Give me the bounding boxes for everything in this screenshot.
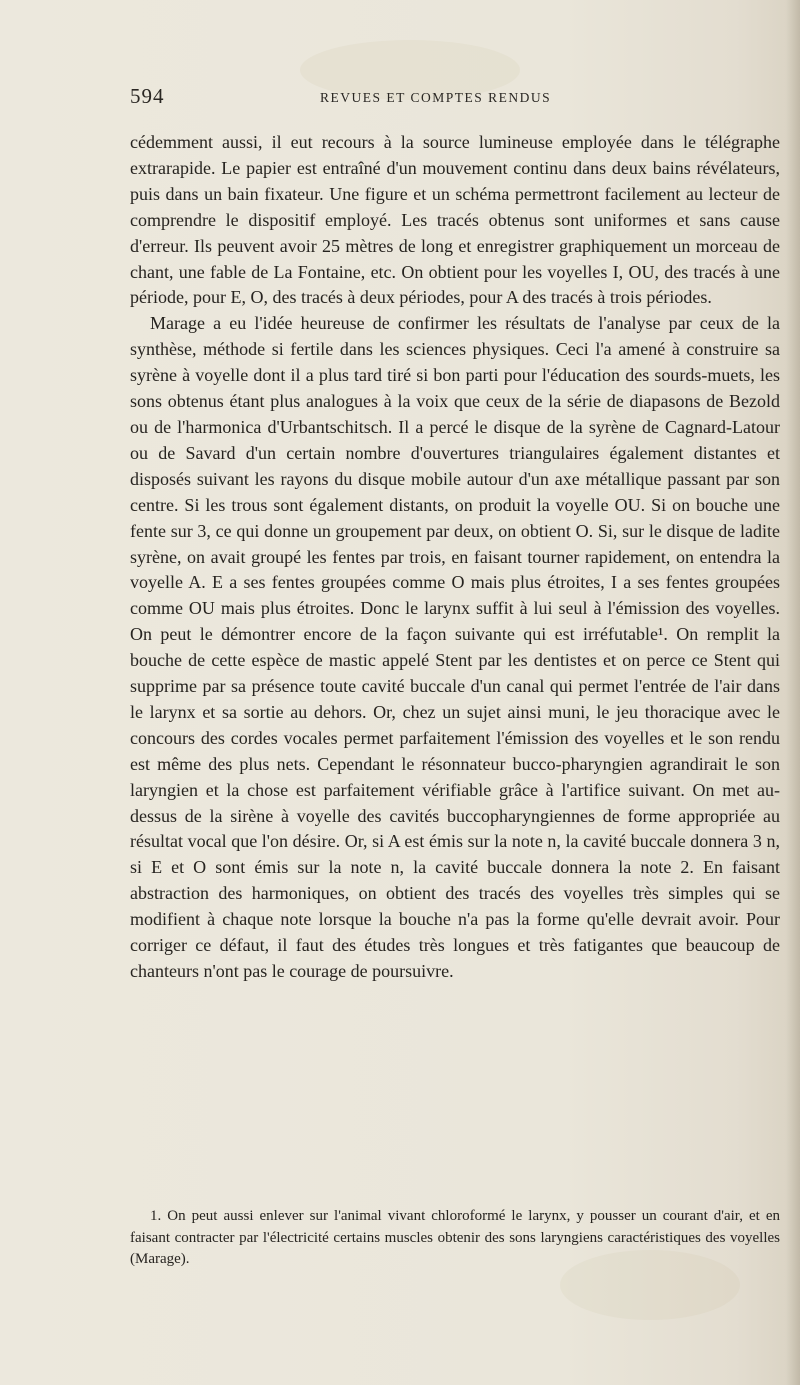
body-text: [130, 130, 780, 985]
footnote: 1. On peut aussi enlever sur l'animal vivant chloroformé le larynx, y pousser un courant d'air, et en faisant contracter par l'électricité certains muscles obtenir des sons laryngiens caractéristiques des voyelles (Marage).: [130, 1208, 780, 1267]
page-header: [130, 84, 780, 114]
page-number: 594: [130, 84, 165, 108]
page-edge-shadow: [786, 0, 800, 1385]
paragraph-marage-synthesis: Marage a eu l'idée heureuse de confirmer les résultats de l'analyse par ceux de la synthèse, méthode si fertile dans les sciences physiques. Ceci l'a amené à construire sa syrène à voyelle dont il a plus tard tiré si bon parti pour l'éducation des sourds-muets, les sons obtenus étant plus analogues à la voix que ceux de la série de diapasons de Bezold ou de l'harmonica d'Urbantschitsch. Il a percé le disque de la syrène de Cagnard-Latour ou de Savard d'un certain nombre d'ouvertures triangulaires également distantes et disposés suivant les rayons du disque mobile autour d'un axe métallique passant par son centre. Si les trous sont également distants, on produit la voyelle OU. Si on bouche une fente sur 3, ce qui donne un groupement par deux, on obtient O. Si, sur le disque de ladite syrène, on avait groupé les fentes par trois, en faisant tourner rapidement, on entendra la voyelle A. E a ses fentes groupées comme O mais plus étroites, I a ses fentes groupées comme OU mais plus étroites. Donc le larynx suffit à lui seul à l'émission des voyelles. On peut le démontrer encore de la façon suivante qui est irréfutable¹. On remplit la bouche de cette espèce de mastic appelé Stent par les dentistes et on perce ce Stent qui supprime par sa présence toute cavité buccale d'un canal qui permet l'entrée de l'air dans le larynx et sa sortie au dehors. Or, chez un sujet ainsi muni, le jeu thoracique avec le concours des cordes vocales permet parfaitement l'émission des voyelles et le son rendu est même des plus nets. Cependant le résonnateur bucco-pharyngien agrandirait le son laryngien et la chose est parfaitement vérifiable grâce à l'artifice suivant. On met au-dessus de la sirène à voyelle des cavités buccopharyngiennes de forme appropriée au résultat vocal que l'on désire. Or, si A est émis sur la note n, la cavité buccale donnera 3 n, si E et O sont émis sur la note n, la cavité buccale donnera la note 2. En faisant abstraction des harmoniques, on obtient des tracés des voyelles très simples qui se modifient à chaque note lorsque la bouche n'a pas la forme qu'elle devrait avoir. Pour corriger ce défaut, il faut des études très longues et très fatigantes que beaucoup de chanteurs n'ont pas le courage de poursuivre.: [130, 313, 780, 981]
paragraph-continuation: cédemment aussi, il eut recours à la source lumineuse employée dans le télégraphe extrarapide. Le papier est entraîné d'un mouvement continu dans deux bains révélateurs, puis dans un bain fixateur. Une figure et un schéma permettront facilement au lecteur de comprendre le dispositif employé. Les tracés obtenus sont uniformes et sans cause d'erreur. Ils peuvent avoir 25 mètres de long et enregistrer graphiquement un morceau de chant, une fable de La Fontaine, etc. On obtient pour les voyelles I, OU, des tracés à une période, pour E, O, des tracés à deux périodes, pour A des tracés à trois périodes.: [130, 132, 780, 308]
running-head: REVUES ET COMPTES RENDUS: [320, 90, 552, 105]
